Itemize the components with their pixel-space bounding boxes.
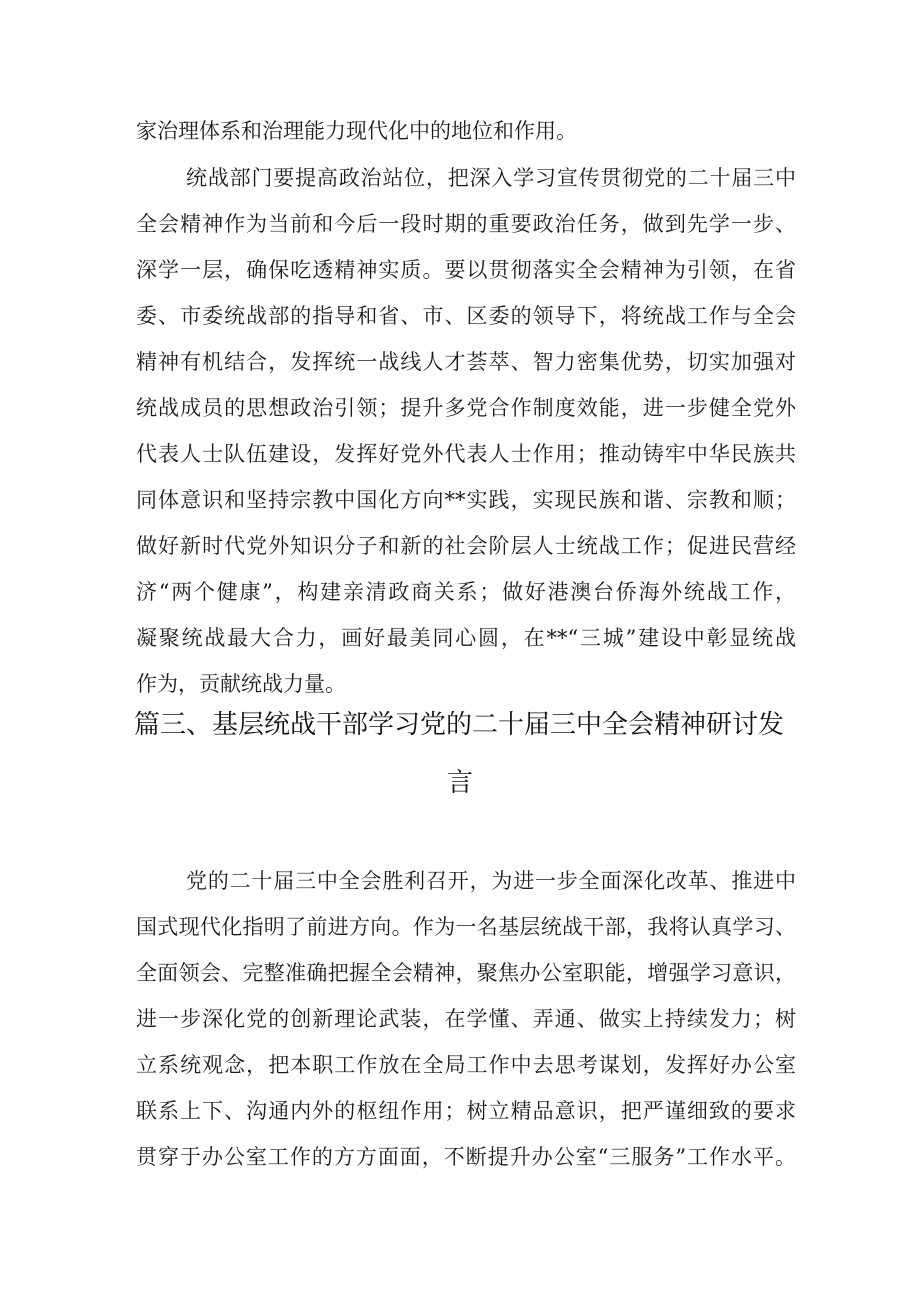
paragraph-line: 同体意识和坚持宗教中国化方向**实践，实现民族和谐、宗教和顺； bbox=[136, 488, 796, 512]
paragraph-line: 精神有机结合，发挥统一战线人才荟萃、智力密集优势，切实加强对 bbox=[136, 350, 796, 374]
paragraph-line: 委、市委统战部的指导和省、市、区委的领导下，将统战工作与全会 bbox=[136, 304, 796, 328]
paragraph-line: 国式现代化指明了前进方向。作为一名基层统战干部，我将认真学习、 bbox=[136, 915, 796, 939]
paragraph-line: 家治理体系和治理能力现代化中的地位和作用。 bbox=[136, 119, 577, 143]
paragraph-line: 联系上下、沟通内外的枢纽作用；树立精品意识，把严谨细致的要求 bbox=[136, 1099, 796, 1123]
paragraph-line: 代表人士队伍建设，发挥好党外代表人士作用；推动铸牢中华民族共 bbox=[136, 442, 796, 466]
paragraph-line: 作为，贡献统战力量。 bbox=[136, 672, 346, 696]
paragraph-line: 做好新时代党外知识分子和新的社会阶层人士统战工作；促进民营经 bbox=[136, 534, 796, 558]
paragraph-line: 统战部门要提高政治站位，把深入学习宣传贯彻党的二十届三中 bbox=[186, 166, 796, 190]
paragraph-line: 济“两个健康”，构建亲清政商关系；做好港澳台侨海外统战工作， bbox=[136, 580, 796, 604]
paragraph-line: 贯穿于办公室工作的方方面面，不断提升办公室“三服务”工作水平。 bbox=[136, 1145, 796, 1169]
paragraph-line: 立系统观念，把本职工作放在全局工作中去思考谋划，发挥好办公室 bbox=[136, 1053, 796, 1077]
paragraph-line: 凝聚统战最大合力，画好最美同心圆，在**“三城”建设中彰显统战 bbox=[136, 626, 796, 650]
paragraph-line: 全面领会、完整准确把握全会精神，聚焦办公室职能，增强学习意识， bbox=[136, 961, 796, 985]
paragraph-line: 统战成员的思想政治引领；提升多党合作制度效能，进一步健全党外 bbox=[136, 396, 796, 420]
paragraph-line: 全会精神作为当前和今后一段时期的重要政治任务，做到先学一步、 bbox=[136, 212, 796, 236]
paragraph-line: 深学一层，确保吃透精神实质。要以贯彻落实全会精神为引领，在省 bbox=[136, 258, 796, 282]
section-heading-line: 言 bbox=[446, 768, 473, 798]
paragraph-line: 进一步深化党的创新理论武装，在学懂、弄通、做实上持续发力；树 bbox=[136, 1007, 796, 1031]
section-heading-line: 篇三、基层统战干部学习党的二十届三中全会精神研讨发 bbox=[134, 710, 785, 740]
paragraph-line: 党的二十届三中全会胜利召开，为进一步全面深化改革、推进中 bbox=[186, 869, 796, 893]
